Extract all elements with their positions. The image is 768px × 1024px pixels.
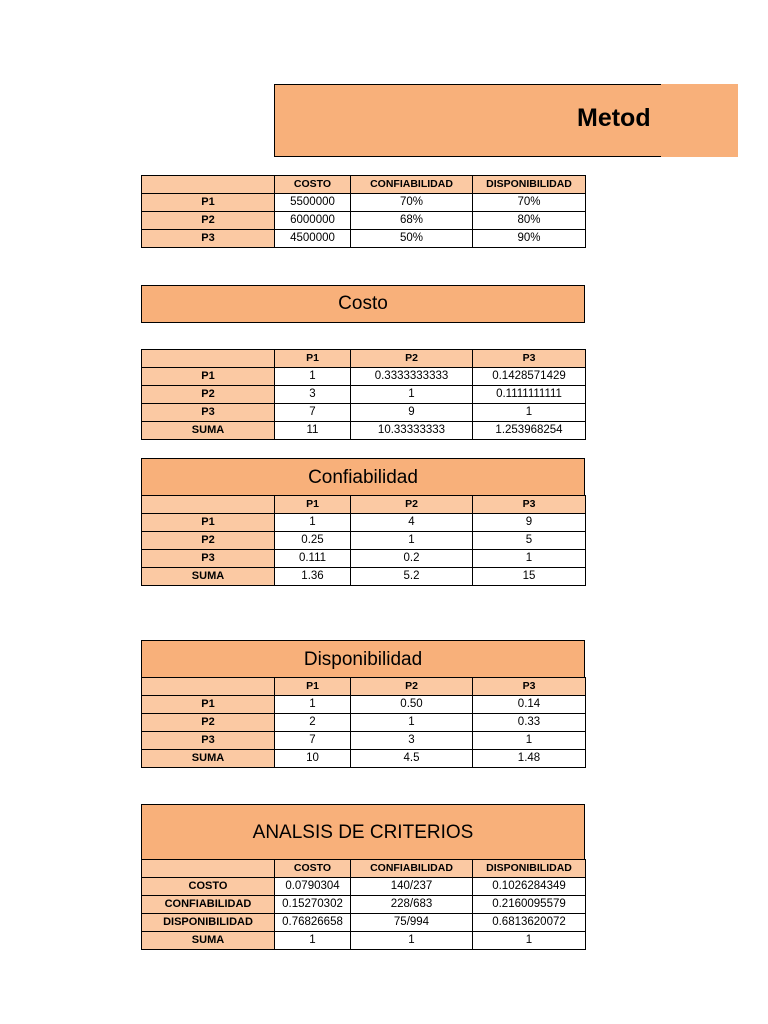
column-header: P3: [473, 496, 586, 514]
cell: 1: [351, 932, 473, 950]
corner-cell: [142, 496, 275, 514]
table-header-row: [142, 860, 586, 878]
cell: 140/237: [351, 878, 473, 896]
cell: 5: [473, 532, 586, 550]
table-row: [142, 514, 586, 532]
cell: 1.48: [473, 750, 586, 768]
row-label: P1: [142, 194, 275, 212]
table-row: [142, 212, 586, 230]
cell: 1: [351, 714, 473, 732]
column-header: P2: [351, 678, 473, 696]
column-header: P2: [351, 350, 473, 368]
column-header: CONFIABILIDAD: [351, 860, 473, 878]
column-header: P2: [351, 496, 473, 514]
cell: 1: [275, 932, 351, 950]
cell: 0.2: [351, 550, 473, 568]
disponibilidad-matrix: [141, 677, 586, 768]
column-header: DISPONIBILIDAD: [473, 860, 586, 878]
cell: 1.253968254: [473, 422, 586, 440]
table-row: [142, 696, 586, 714]
cell: 1: [275, 514, 351, 532]
row-label: SUMA: [142, 568, 275, 586]
cell: 1.36: [275, 568, 351, 586]
cell: 0.14: [473, 696, 586, 714]
table-row: [142, 550, 586, 568]
cell: 3: [275, 386, 351, 404]
cell: 75/994: [351, 914, 473, 932]
cell: 68%: [351, 212, 473, 230]
cell: 0.15270302: [275, 896, 351, 914]
confiabilidad-section-title: Confiabilidad: [141, 458, 585, 496]
cell: 1: [351, 386, 473, 404]
table-row: [142, 532, 586, 550]
table-row: [142, 368, 586, 386]
analisis-section-title: ANALSIS DE CRITERIOS: [141, 804, 585, 860]
costo-matrix: [141, 349, 586, 440]
cell: 7: [275, 732, 351, 750]
cell: 4.5: [351, 750, 473, 768]
corner-cell: [142, 176, 275, 194]
row-label: SUMA: [142, 422, 275, 440]
table-row-sum: [142, 422, 586, 440]
cell: 11: [275, 422, 351, 440]
cell: 70%: [473, 194, 586, 212]
column-header: P1: [275, 496, 351, 514]
cell: 90%: [473, 230, 586, 248]
cell: 70%: [351, 194, 473, 212]
cell: 7: [275, 404, 351, 422]
column-header: CONFIABILIDAD: [351, 176, 473, 194]
cell: 3: [351, 732, 473, 750]
cell: 5500000: [275, 194, 351, 212]
column-header: P3: [473, 678, 586, 696]
row-label: P3: [142, 732, 275, 750]
cell: 0.2160095579: [473, 896, 586, 914]
cell: 1: [351, 532, 473, 550]
column-header: P3: [473, 350, 586, 368]
cell: 0.1026284349: [473, 878, 586, 896]
table-row: [142, 386, 586, 404]
corner-cell: [142, 350, 275, 368]
criteria-table: [141, 175, 586, 248]
row-label: DISPONIBILIDAD: [142, 914, 275, 932]
cell: 0.50: [351, 696, 473, 714]
column-header: P1: [275, 678, 351, 696]
cell: 1: [275, 368, 351, 386]
cell: 0.0790304: [275, 878, 351, 896]
costo-section-title: Costo: [141, 285, 585, 323]
corner-cell: [142, 678, 275, 696]
table-row: [142, 714, 586, 732]
row-label: P3: [142, 550, 275, 568]
row-label: P2: [142, 386, 275, 404]
table-header-row: [142, 176, 586, 194]
column-header: COSTO: [275, 860, 351, 878]
table-row-sum: [142, 750, 586, 768]
cell: 10.33333333: [351, 422, 473, 440]
row-label: P2: [142, 212, 275, 230]
row-label: SUMA: [142, 750, 275, 768]
cell: 2: [275, 714, 351, 732]
table-header-row: [142, 496, 586, 514]
cell: 6000000: [275, 212, 351, 230]
cell: 1: [473, 550, 586, 568]
cell: 0.3333333333: [351, 368, 473, 386]
table-header-row: [142, 350, 586, 368]
cell: 4: [351, 514, 473, 532]
table-row: [142, 732, 586, 750]
cell: 0.1428571429: [473, 368, 586, 386]
table-row-sum: [142, 932, 586, 950]
table-row-sum: [142, 568, 586, 586]
column-header: COSTO: [275, 176, 351, 194]
row-label: P1: [142, 696, 275, 714]
row-label: P3: [142, 404, 275, 422]
cell: 9: [351, 404, 473, 422]
row-label: P1: [142, 514, 275, 532]
row-label: P3: [142, 230, 275, 248]
cell: 0.111: [275, 550, 351, 568]
cell: 1: [473, 732, 586, 750]
confiabilidad-matrix: [141, 495, 586, 586]
table-header-row: [142, 678, 586, 696]
cell: 0.33: [473, 714, 586, 732]
cell: 1: [275, 696, 351, 714]
table-row: [142, 404, 586, 422]
row-label: SUMA: [142, 932, 275, 950]
corner-cell: [142, 860, 275, 878]
disponibilidad-section-title: Disponibilidad: [141, 640, 585, 678]
cell: 228/683: [351, 896, 473, 914]
cell: 0.25: [275, 532, 351, 550]
cell: 0.1111111111: [473, 386, 586, 404]
table-row: [142, 878, 586, 896]
cell: 50%: [351, 230, 473, 248]
cell: 10: [275, 750, 351, 768]
analisis-matrix: [141, 859, 586, 950]
cell: 0.6813620072: [473, 914, 586, 932]
table-row: [142, 194, 586, 212]
cell: 1: [473, 932, 586, 950]
cell: 80%: [473, 212, 586, 230]
cell: 0.76826658: [275, 914, 351, 932]
cell: 15: [473, 568, 586, 586]
row-label: P2: [142, 532, 275, 550]
row-label: COSTO: [142, 878, 275, 896]
column-header: P1: [275, 350, 351, 368]
row-label: P1: [142, 368, 275, 386]
row-label: P2: [142, 714, 275, 732]
cell: 1: [473, 404, 586, 422]
page-title: Metod: [577, 104, 651, 132]
table-row: [142, 914, 586, 932]
title-banner-extension: [661, 84, 738, 157]
column-header: DISPONIBILIDAD: [473, 176, 586, 194]
cell: 5.2: [351, 568, 473, 586]
table-row: [142, 896, 586, 914]
table-row: [142, 230, 586, 248]
cell: 9: [473, 514, 586, 532]
row-label: CONFIABILIDAD: [142, 896, 275, 914]
cell: 4500000: [275, 230, 351, 248]
